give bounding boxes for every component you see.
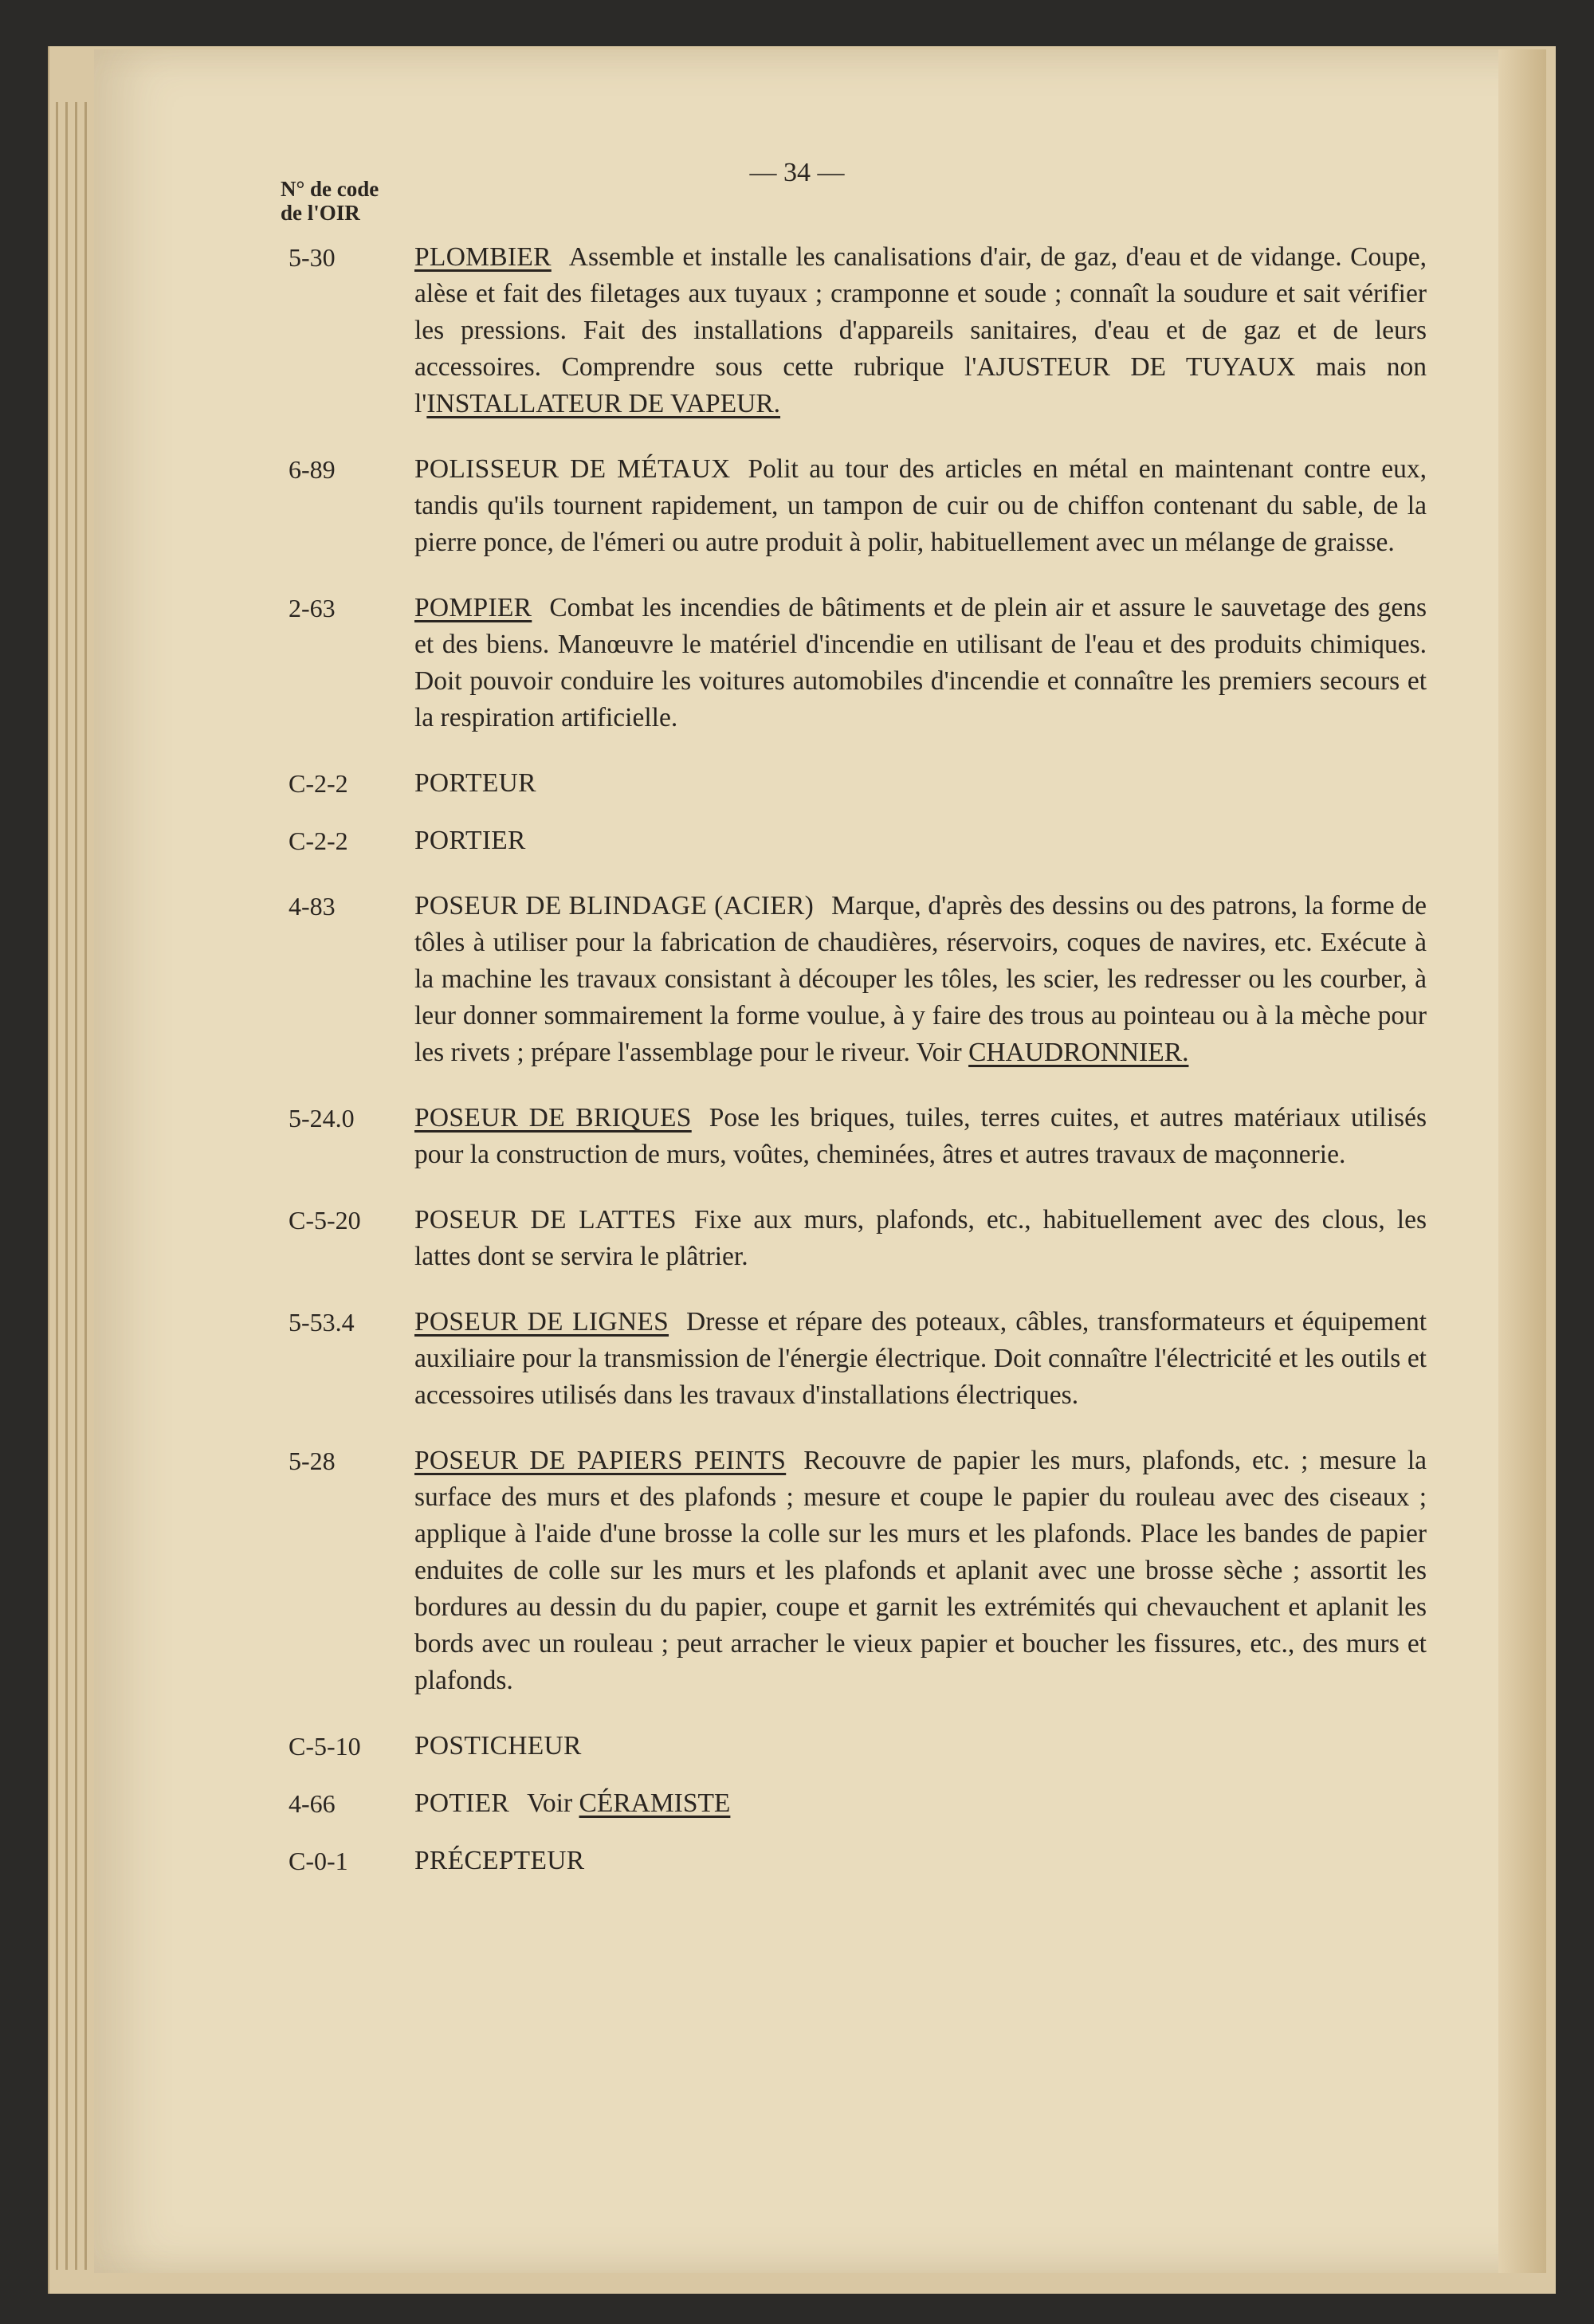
- job-entry: [281, 1304, 1428, 1414]
- entry-title: POMPIER: [414, 593, 532, 622]
- job-entry: [281, 1728, 1428, 1765]
- entry-body: [414, 1785, 1427, 1822]
- entry-text: Combat les incendies de bâtiments et de plein air et assure le sauvetage des gens et des biens. Manœuvre le matériel d'incendie en utilisant de l'eau et des produits chimiques. Doit pouvoir conduire les voitures automobiles d'incendie et connaître les premiers secours et la respiration artificielle.: [414, 593, 1427, 732]
- page-gutter: [1498, 49, 1546, 2273]
- entry-reference: INSTALLATEUR DE VAPEUR.: [426, 389, 781, 418]
- job-entry: [281, 822, 1428, 859]
- job-entry: [281, 1100, 1428, 1173]
- job-entry: [281, 1202, 1428, 1275]
- entry-title: POSEUR DE LIGNES: [414, 1307, 669, 1337]
- entry-text: Assemble et installe les canalisations d'air, de gaz, d'eau et de vidange. Coupe, alèse et fait des filetages aux tuyaux ; cramponne et soude ; connaît la soudure et sait vérifier les pressions. Fait des installations d'appareils sanitaires, d'eau et de gaz et de leurs accessoires. Comprendre sous cette rubrique l'AJUSTEUR DE TUYAUX mais non l': [414, 242, 1427, 418]
- entry-text: Recouvre de papier les murs, plafonds, etc. ; mesure la surface des murs et des plafonds ; mesure et coupe le papier du rouleau avec des ciseaux ; applique à l'aide d'une brosse la colle sur les murs et les plafonds. Place les bandes de papier enduites de colle sur les murs et les plafonds et aplanit avec une brosse sèche ; assortit les bordures au dessin du du papier, coupe et garnit les extrémités qui chevauchent et aplanit les bords avec un rouleau ; peut arracher le vieux papier et boucher les fissures, etc., des murs et plafonds.: [414, 1446, 1427, 1695]
- entry-title: PORTEUR: [414, 768, 536, 798]
- entry-text: Fixe aux murs, plafonds, etc., habituellement avec des clous, les lattes dont se servira le plâtrier.: [414, 1205, 1427, 1271]
- code-label-line2: de l'OIR: [281, 201, 360, 225]
- page-edge: [65, 102, 68, 2270]
- entry-code: 5-30: [289, 243, 336, 272]
- entry-title: PRÉCEPTEUR: [414, 1846, 585, 1875]
- job-entry: [281, 451, 1428, 561]
- entry-text: Polit au tour des articles en métal en maintenant contre eux, tandis qu'ils tournent rapidement, un tampon de cuir ou de chiffon contenant du sable, de la pierre ponce, de l'émeri ou autre produit à polir, habituellement avec un mélange de graisse.: [414, 454, 1427, 557]
- entry-code: 4-66: [289, 1789, 336, 1818]
- entry-reference: CHAUDRONNIER.: [968, 1038, 1189, 1067]
- entry-title: POSTICHEUR: [414, 1731, 582, 1761]
- job-entry: [281, 1443, 1428, 1699]
- entry-code: C-2-2: [289, 826, 348, 855]
- entry-body: [414, 1728, 1427, 1765]
- entry-body: [414, 590, 1427, 736]
- entry-code: 5-53.4: [289, 1308, 355, 1337]
- entry-title: POSEUR DE LATTES: [414, 1205, 677, 1235]
- entry-body: [414, 888, 1427, 1071]
- entry-code: 6-89: [289, 455, 336, 484]
- entry-title: PLOMBIER: [414, 242, 552, 272]
- job-entry: [281, 888, 1428, 1071]
- page-edge: [56, 102, 58, 2270]
- entry-code: 5-28: [289, 1447, 336, 1475]
- entry-text: Dresse et répare des poteaux, câbles, transformateurs et équipement auxiliaire pour la transmission de l'énergie électrique. Doit connaître l'électricité et les outils et accessoires utilisés dans les travaux d'installations électriques.: [414, 1307, 1427, 1410]
- code-label-line1: N° de code: [281, 177, 379, 201]
- entry-body: [414, 451, 1427, 561]
- entry-text: Voir: [527, 1788, 579, 1818]
- job-entry: [281, 1785, 1428, 1822]
- entry-code: C-5-10: [289, 1732, 361, 1761]
- entry-code: C-0-1: [289, 1847, 348, 1875]
- entry-title: POSEUR DE PAPIERS PEINTS: [414, 1446, 787, 1475]
- entry-body: [414, 1443, 1427, 1699]
- entry-body: [414, 1202, 1427, 1275]
- entry-code: C-5-20: [289, 1206, 361, 1235]
- page-number: — 34 —: [749, 158, 845, 187]
- entry-code: 5-24.0: [289, 1104, 355, 1133]
- job-entry: [281, 765, 1428, 802]
- job-entry: [281, 1843, 1428, 1879]
- entry-code: C-2-2: [289, 769, 348, 798]
- entry-body: [414, 822, 1427, 859]
- entry-code: 4-83: [289, 892, 336, 921]
- entry-title: POSEUR DE BLINDAGE (ACIER): [414, 891, 815, 921]
- entry-body: [414, 239, 1427, 422]
- entry-code: 2-63: [289, 594, 336, 622]
- page-edge: [84, 102, 87, 2270]
- entry-title: POSEUR DE BRIQUES: [414, 1103, 692, 1133]
- entry-text: Pose les briques, tuiles, terres cuites, et autres matériaux utilisés pour la construction de murs, voûtes, cheminées, âtres et autres travaux de maçonnerie.: [414, 1103, 1427, 1169]
- entry-reference: CÉRAMISTE: [579, 1788, 731, 1818]
- entry-title: POLISSEUR DE MÉTAUX: [414, 454, 731, 484]
- job-entry: [281, 239, 1428, 422]
- entry-body: [414, 765, 1427, 802]
- job-entries-list: [281, 239, 1428, 1908]
- entry-title: PORTIER: [414, 826, 526, 855]
- job-entry: [281, 590, 1428, 736]
- page-edge: [75, 102, 77, 2270]
- entry-body: [414, 1843, 1427, 1879]
- entry-body: [414, 1100, 1427, 1173]
- entry-text: Marque, d'après des dessins ou des patrons, la forme de tôles à utiliser pour la fabrication de chaudières, réservoirs, coques de navires, etc. Exécute à la machine les travaux consistant à découper les tôles, les scier, les redresser ou les courber, à leur donner sommairement la forme voulue, à y faire des trous au pointeau ou à la mèche pour les rivets ; prépare l'assemblage pour le riveur. Voir: [414, 891, 1427, 1067]
- entry-body: [414, 1304, 1427, 1414]
- entry-title: POTIER: [414, 1788, 510, 1818]
